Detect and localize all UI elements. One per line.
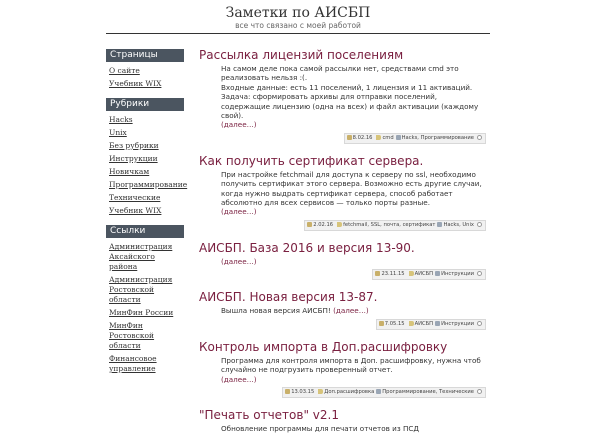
folder-icon — [396, 135, 401, 140]
post-meta-box — [344, 133, 486, 144]
calendar-icon — [347, 135, 352, 140]
post — [199, 154, 486, 231]
post-categories[interactable]: Hacks, Программирование — [401, 134, 474, 141]
post — [199, 340, 486, 398]
calendar-icon — [379, 321, 384, 326]
link-minfin-rostov[interactable]: МинФин Ростовской области — [109, 321, 155, 350]
post-title[interactable]: АИСБП. Новая версия 13-87. — [199, 290, 378, 305]
post-excerpt — [199, 306, 486, 315]
read-more-link[interactable]: (далее…) — [333, 306, 369, 316]
post-meta-box — [376, 319, 486, 330]
rubric-link-wix[interactable]: Учебник WIX — [109, 206, 162, 215]
rubric-link-beginners[interactable]: Новичкам — [109, 167, 150, 176]
post — [199, 408, 486, 433]
post-categories[interactable]: Hacks, Unix — [443, 221, 474, 228]
post-date: 13.03.15 — [291, 388, 315, 395]
link-minfin-russia[interactable]: МинФин России — [109, 308, 174, 317]
link-aksay-admin[interactable]: Администрация Аксайского района — [109, 242, 173, 271]
page-link-about[interactable]: О сайте — [109, 66, 140, 75]
post-title[interactable]: "Печать отчетов" v2.1 — [199, 407, 339, 422]
post-title[interactable]: Рассылка лицензий поселениям — [199, 48, 404, 62]
link-item — [109, 321, 184, 351]
post-excerpt — [199, 64, 486, 130]
post-excerpt-text: Программа для контроля импорта в Доп. расшифровку, нужна чтоб случайно не подгрузить проверенный отчет. — [221, 355, 481, 375]
calendar-icon — [285, 389, 290, 394]
post-excerpt — [199, 424, 486, 433]
post-list — [199, 48, 486, 443]
post-excerpt-text: Обновление программы для печати отчетов из ПСД — [221, 423, 419, 433]
page-item — [109, 66, 184, 76]
post-excerpt-text: Вышла новая версия АИСБП! — [221, 306, 331, 316]
rubric-link-hacks[interactable]: Hacks — [109, 115, 133, 124]
widget-links-title: Ссылки — [106, 225, 184, 238]
comment-icon[interactable] — [477, 389, 482, 394]
post-tags[interactable]: АИСБП — [414, 320, 434, 327]
tag-icon — [409, 321, 414, 326]
post-meta — [199, 319, 486, 330]
tag-icon — [409, 271, 414, 276]
post-tags[interactable]: АИСБП — [414, 271, 434, 278]
site-title[interactable]: Заметки по АИСБП — [225, 5, 371, 21]
read-more-link[interactable]: (далее…) — [221, 374, 257, 384]
widget-rubrics-title: Рубрики — [106, 98, 184, 111]
post-excerpt — [199, 257, 486, 266]
post-meta — [199, 133, 486, 144]
rubric-item — [109, 141, 184, 151]
post-excerpt — [199, 356, 486, 384]
post-categories[interactable]: Инструкции — [441, 271, 474, 278]
tag-icon — [376, 135, 381, 140]
rubric-item — [109, 128, 184, 138]
rubric-link-programming[interactable]: Программирование — [109, 180, 188, 189]
rubric-item — [109, 206, 184, 216]
post-excerpt — [199, 170, 486, 217]
post-meta — [199, 269, 486, 280]
post-title[interactable]: АИСБП. База 2016 и версия 13-90. — [199, 240, 415, 255]
post-meta — [199, 387, 486, 398]
read-more-link[interactable]: (далее…) — [221, 120, 257, 130]
comment-icon[interactable] — [477, 321, 482, 326]
read-more-link[interactable]: (далее…) — [221, 207, 257, 217]
page-link-wix[interactable]: Учебник WIX — [109, 79, 162, 88]
post-date: 23.11.15 — [381, 271, 405, 278]
post-meta — [199, 220, 486, 231]
post-title[interactable]: Как получить сертификат сервера. — [199, 153, 424, 168]
rubric-link-uncategorized[interactable]: Без рубрики — [109, 141, 159, 150]
link-rostov-admin[interactable]: Администрация Ростовской области — [109, 275, 173, 304]
calendar-icon — [375, 271, 380, 276]
sidebar — [106, 49, 188, 383]
comment-icon[interactable] — [477, 271, 482, 276]
post — [199, 290, 486, 329]
link-item — [109, 275, 184, 305]
widget-pages — [106, 49, 184, 89]
rubric-item — [109, 180, 188, 190]
post-tags[interactable]: cmd — [382, 134, 394, 141]
page-item — [109, 79, 184, 89]
site-header — [106, 0, 490, 34]
post-tags[interactable]: fetchmail, SSL, почта, сертификат — [343, 221, 436, 228]
post-categories[interactable]: Инструкции — [441, 320, 474, 327]
read-more-link[interactable]: (далее…) — [221, 256, 257, 266]
rubric-item — [109, 154, 184, 164]
post-date: 8.02.16 — [352, 134, 373, 141]
post-meta-box — [372, 269, 486, 280]
tag-icon — [318, 389, 323, 394]
folder-icon — [437, 222, 442, 227]
post — [199, 48, 486, 144]
folder-icon — [376, 389, 381, 394]
post-categories[interactable]: Программирование, Технические — [382, 388, 474, 395]
widget-pages-title: Страницы — [106, 49, 184, 62]
folder-icon — [435, 321, 440, 326]
calendar-icon — [307, 222, 312, 227]
post-meta-box — [282, 387, 486, 398]
post-date: 2.02.16 — [313, 221, 334, 228]
rubric-item — [109, 167, 184, 177]
widget-links — [106, 225, 184, 374]
site-description: все что связано с моей работой — [235, 21, 361, 30]
comment-icon[interactable] — [477, 222, 482, 227]
rubric-item — [109, 115, 184, 125]
post-title[interactable]: Контроль импорта в Доп.расшифровку — [199, 339, 448, 354]
post-excerpt-text: На самом деле пока самой рассылки нет, средствами cmd это реализовать нельзя :(. Входные данные: есть 11 поселений, 1 лицензия и 11 активаций. Задача: сформировать архивы для отправки поселений, содержащие лицензию (одна на всех) и файл активации (каждому свой). — [221, 64, 479, 121]
post-excerpt-text: При настройке fetchmail для доступа к серверу по ssl, необходимо получить сертификат этого сервера. Возможно есть другие случаи, когда нужно выдрать сертификат сервера, способ работает абсолютно для всех сервисов — только порты разные. — [221, 169, 482, 208]
link-item — [109, 354, 184, 374]
rubric-link-instructions[interactable]: Инструкции — [109, 154, 158, 163]
tag-icon — [337, 222, 342, 227]
post-date: 7.05.15 — [384, 320, 405, 327]
widget-rubrics — [106, 98, 188, 216]
post-tags[interactable]: Доп.расшифровка — [324, 388, 375, 395]
link-finance-dept[interactable]: Финансовое управление — [109, 354, 157, 373]
post — [199, 241, 486, 280]
rubric-link-unix[interactable]: Unix — [109, 128, 127, 137]
link-item — [109, 242, 184, 272]
rubric-item — [109, 193, 184, 203]
post-meta-box — [304, 220, 486, 231]
link-item — [109, 308, 184, 318]
folder-icon — [435, 271, 440, 276]
rubric-link-technical[interactable]: Технические — [109, 193, 161, 202]
comment-icon[interactable] — [477, 135, 482, 140]
